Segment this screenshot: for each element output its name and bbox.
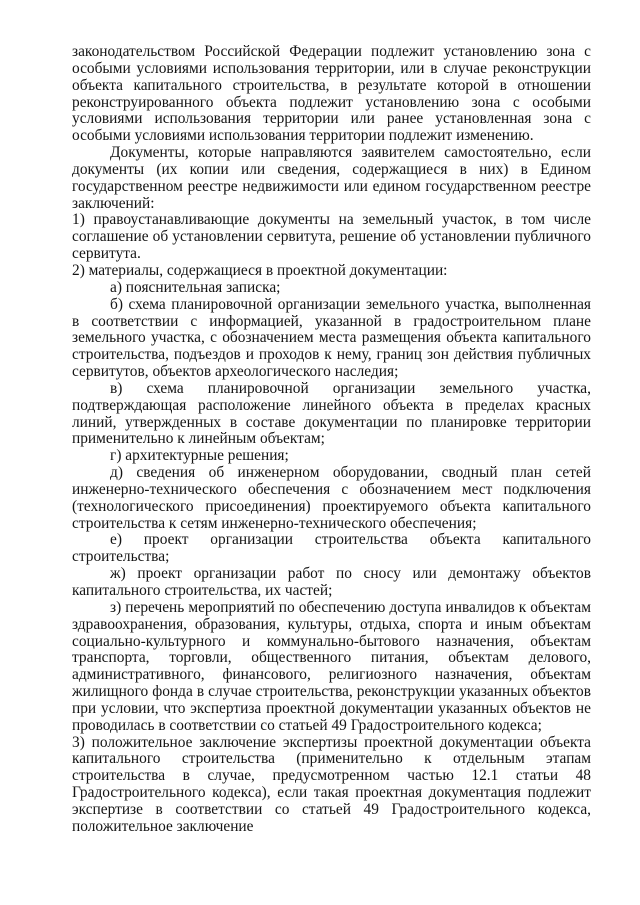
paragraph-item-2: 2) материалы, содержащиеся в проектной документации: (72, 261, 448, 279)
paragraph-item-2zh: ж) проект организации работ по сносу или демонтажу объектов капитального строительства, их частей; (72, 565, 591, 599)
paragraph-item-3: 3) положительное заключение экспертизы проектной документации объекта капитального строительства (применительно к отдельным этапам строительства в случае, предусмотренном частью 12.1 статьи 48 Градостроительного кодекса), если такая проектная документация подлежит экспертизе в соответствии со статьей 49 Градостроительного кодекса, положительное заключение (72, 733, 591, 835)
paragraph-item-2a: а) пояснительная записка; (110, 278, 281, 296)
paragraph-item-2v: в) схема планировочной организации земельного участка, подтверждающая расположение линейного объекта в пределах красных линий, утвержденных в составе документации по планировке территории применительно к линейным объектам; (72, 379, 591, 448)
paragraph-item-2g: г) архитектурные решения; (110, 447, 289, 465)
paragraph-item-2z: з) перечень мероприятий по обеспечению доступа инвалидов к объектам здравоохранения, образования, культуры, отдыха, спорта и иным объектам социально-культурного и коммунально-бытового назначения, объектам транспорта, торговли, общественного питания, объектам делового, административного, финансового, религиозного назначения, объектам жилищного фонда в случае строительства, реконструкции указанных объектов при условии, что экспертиза проектной документации указанных объектов не проводилась в соответствии со статьей 49 Градостроительного кодекса; (72, 598, 591, 734)
paragraph-item-2b: б) схема планировочной организации земельного участка, выполненная в соответствии с информацией, указанной в градостроительном плане земельного участка, с обозначением места размещения объекта капитального строительства, подъездов и проходов к нему, границ зон действия публичных сервитутов, объектов археологического наследия; (72, 295, 591, 381)
paragraph-item-2e: е) проект организации строительства объекта капитального строительства; (72, 531, 591, 566)
paragraph-zone-conditions: законодательством Российской Федерации подлежит установлению зона с особыми условиями использования территории, или в случае реконструкции объекта капитального строительства, в результате которой в отношении реконструированного объекта подлежит установлению зона с особыми условиями использования территории или ранее установленная зона с особыми условиями использования территории подлежит изменению. (72, 43, 591, 145)
document-body (72, 44, 591, 836)
paragraph-item-1: 1) правоустанавливающие документы на земельный участок, в том числе соглашение об установлении сервитута, решение об установлении публичного сервитута. (72, 211, 591, 263)
paragraph-item-2d: д) сведения об инженерном оборудовании, сводный план сетей инженерно-технического обеспечения с обозначением мест подключения (технологического присоединения) проектируемого объекта капитального строительства к сетям инженерно-технического обеспечения; (72, 464, 591, 532)
paragraph-documents-intro: Документы, которые направляются заявителем самостоятельно, если документы (их копии или сведения, содержащиеся в них) в Едином государственном реестре недвижимости или едином государственном реестре заключений: (72, 144, 591, 212)
